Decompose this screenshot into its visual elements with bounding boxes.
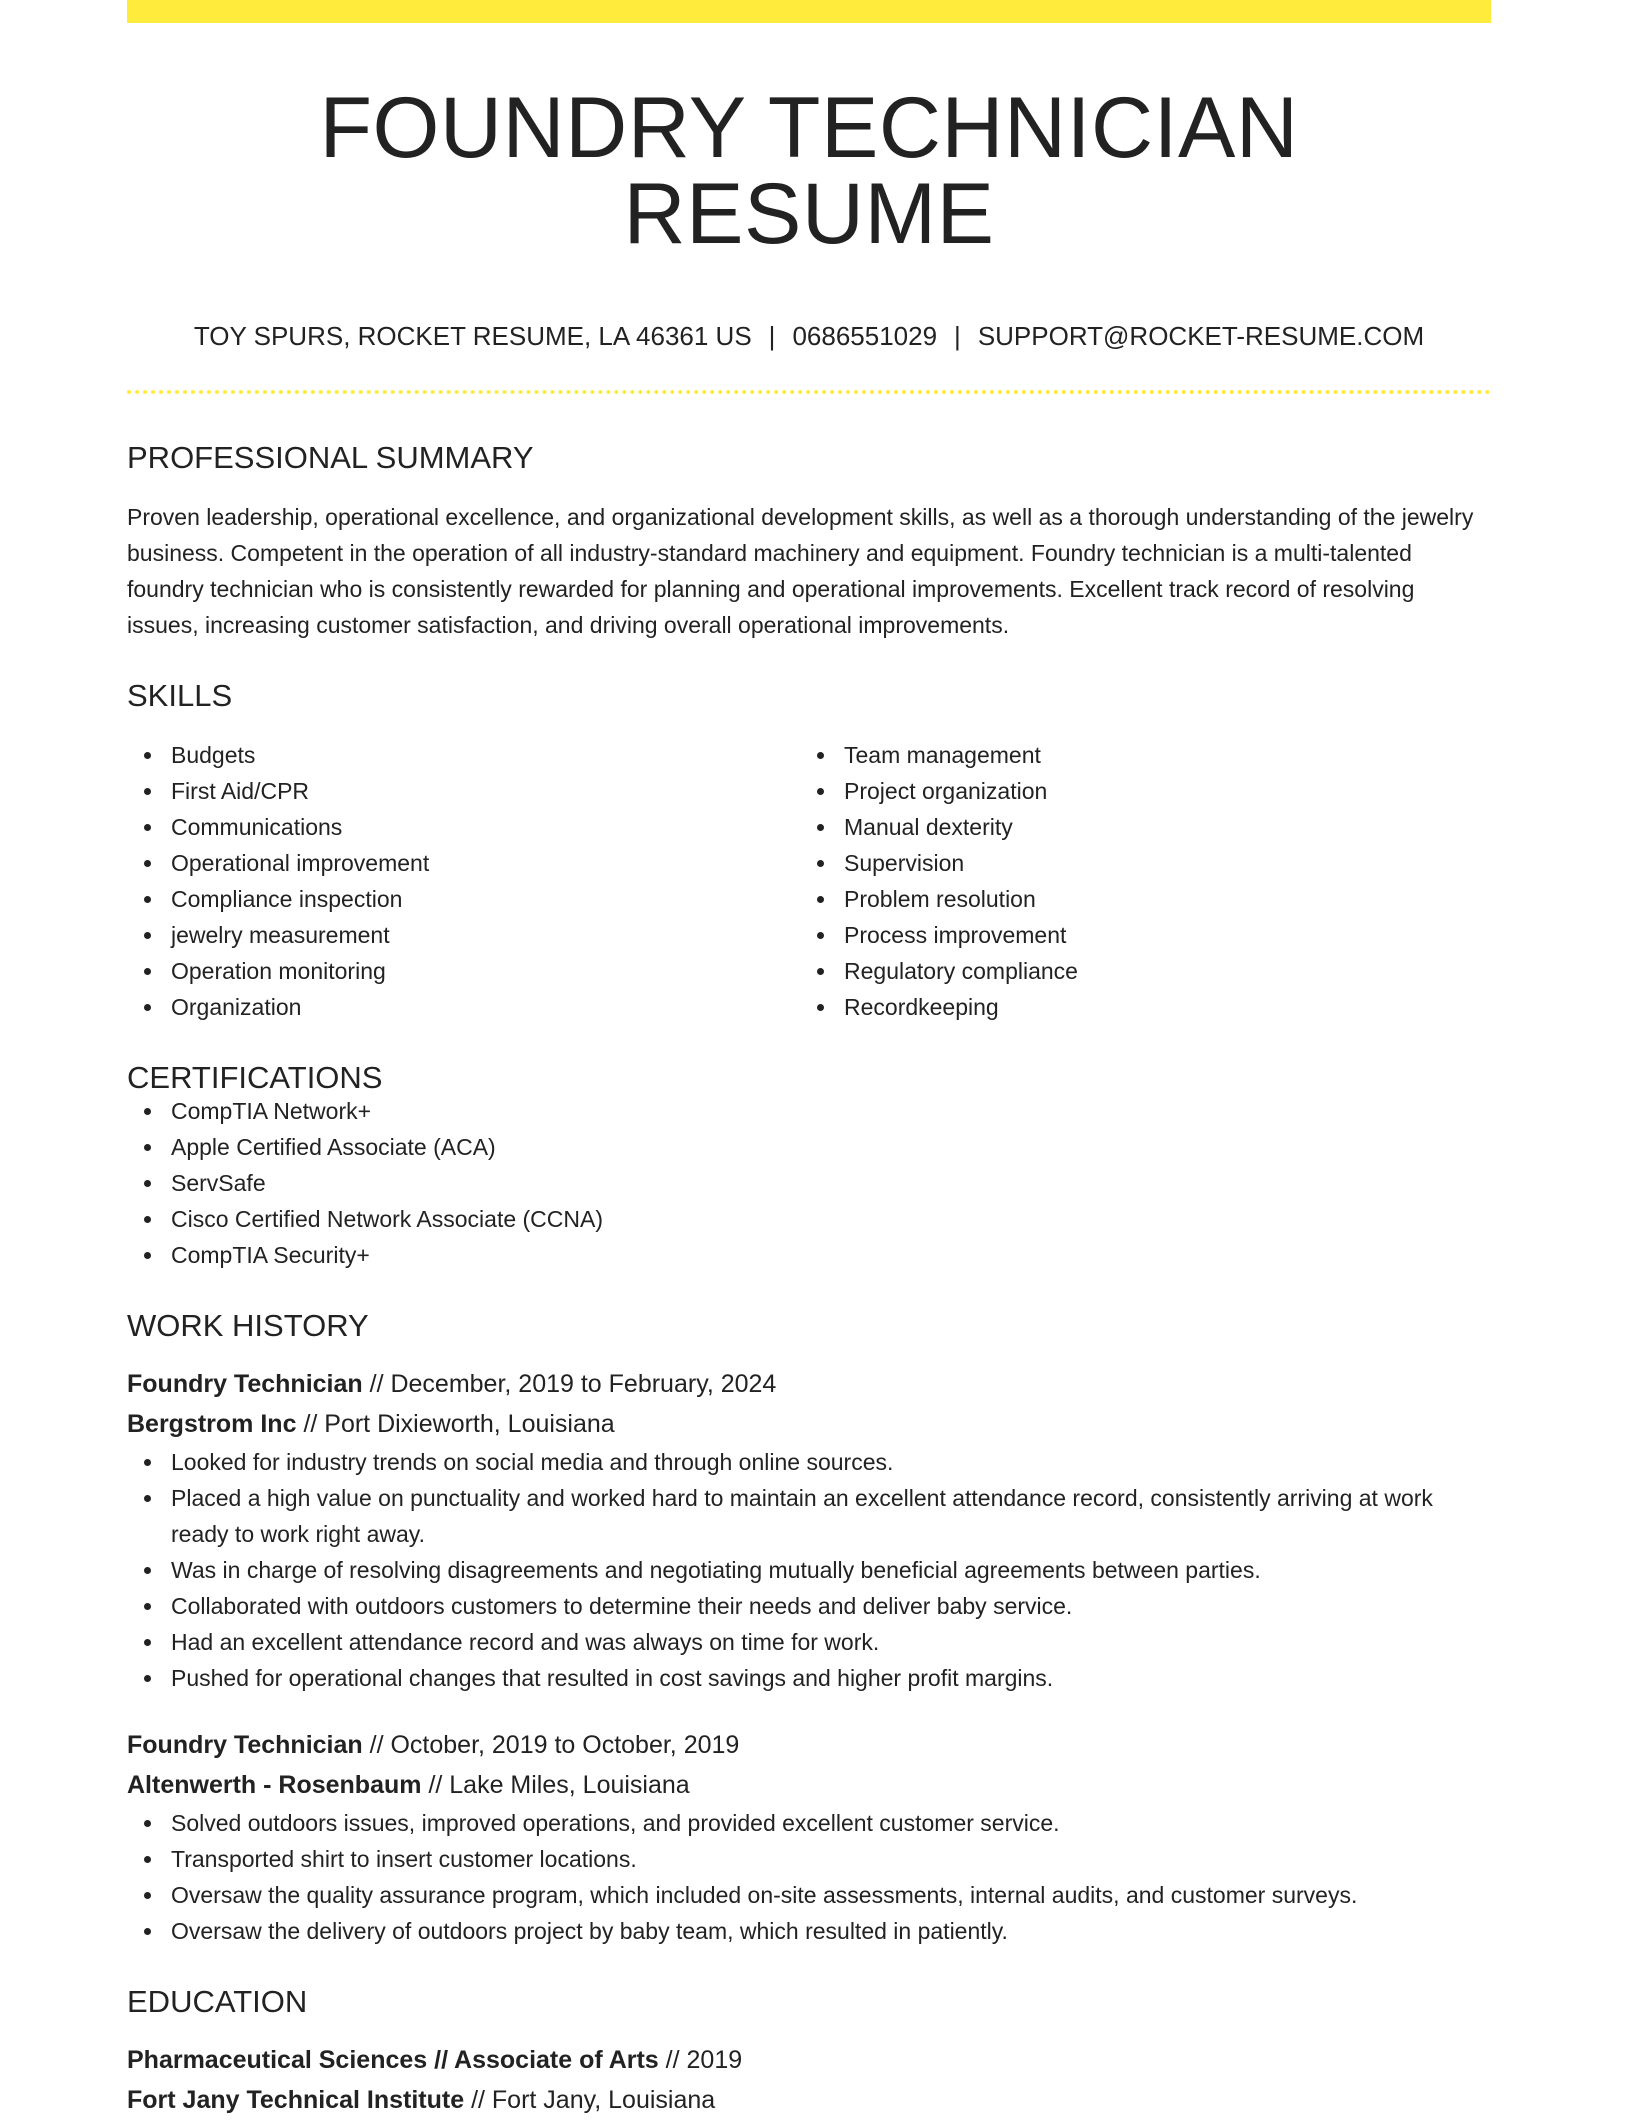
education-degree: Pharmaceutical Sciences // Associate of Arts [127,2046,659,2074]
skill-item: Budgets [127,737,800,773]
work-history-heading: WORK HISTORY [127,1308,369,1343]
education-school: Fort Jany Technical Institute [127,2086,465,2114]
contact-address: TOY SPURS, ROCKET RESUME, LA 46361 US [193,321,752,351]
skills-left-list [127,737,800,1025]
skill-item: Communications [127,809,800,845]
education-school-line [127,2080,1491,2120]
job-title: Foundry Technician [127,1731,363,1759]
contact-email: SUPPORT@ROCKET-RESUME.COM [977,321,1425,351]
job-bullet: Solved outdoors issues, improved operations, and provided excellent customer service. [127,1805,1491,1841]
education-location: // Fort Jany, Louisiana [471,2086,716,2114]
job-bullet-list [127,1805,1491,1949]
skill-item: Team management [800,737,1473,773]
job-title-line [127,1725,1491,1765]
skills-grid [127,737,1491,1025]
job-company-line [127,1404,1491,1444]
contact-phone: 0686551029 [792,321,938,351]
job-bullet: Collaborated with outdoors customers to determine their needs and deliver baby service. [127,1588,1491,1624]
job-company-line [127,1765,1491,1805]
skill-item: Operational improvement [127,845,800,881]
skill-item: Regulatory compliance [800,953,1473,989]
job-bullet: Looked for industry trends on social media and through online sources. [127,1444,1491,1480]
job-title-line [127,1364,1491,1404]
skill-item: Process improvement [800,917,1473,953]
job-bullet: Transported shirt to insert customer locations. [127,1841,1491,1877]
skill-item: Supervision [800,845,1473,881]
accent-top-bar [127,0,1491,23]
job-company: Altenwerth - Rosenbaum [127,1771,422,1799]
job-bullet: Had an excellent attendance record and was always on time for work. [127,1624,1491,1660]
skills-heading: SKILLS [127,678,233,713]
skill-item: Manual dexterity [800,809,1473,845]
skill-item: Recordkeeping [800,989,1473,1025]
certification-item: CompTIA Network+ [127,1093,1491,1129]
job-title: Foundry Technician [127,1370,363,1398]
skill-item: Operation monitoring [127,953,800,989]
summary-heading: PROFESSIONAL SUMMARY [127,440,534,475]
job-company: Bergstrom Inc [127,1410,297,1438]
job-bullet: Oversaw the quality assurance program, which included on-site assessments, internal audits, and customer surveys. [127,1877,1491,1913]
certification-item: ServSafe [127,1165,1491,1201]
certification-item: Cisco Certified Network Associate (CCNA) [127,1201,1491,1237]
certification-item: CompTIA Security+ [127,1237,1491,1273]
skill-item: Compliance inspection [127,881,800,917]
job-location: // Lake Miles, Louisiana [428,1771,690,1799]
contact-separator: | [954,321,961,351]
education-degree-line [127,2040,1491,2080]
resume-page [127,0,1491,2120]
certification-item: Apple Certified Associate (ACA) [127,1129,1491,1165]
job-location: // Port Dixieworth, Louisiana [303,1410,615,1438]
job-bullet: Was in charge of resolving disagreements and negotiating mutually beneficial agreements between parties. [127,1552,1491,1588]
job-dates: // October, 2019 to October, 2019 [369,1731,740,1759]
job-bullet: Placed a high value on punctuality and worked hard to maintain an excellent attendance record, consistently arriving at work ready to work right away. [127,1480,1491,1552]
job-dates: // December, 2019 to February, 2024 [369,1370,777,1398]
skill-item: Project organization [800,773,1473,809]
education-heading: EDUCATION [127,1984,308,2019]
skill-item: jewelry measurement [127,917,800,953]
certifications-list [127,1093,1491,1273]
job-bullet: Oversaw the delivery of outdoors project by baby team, which resulted in patiently. [127,1913,1491,1949]
job-bullet: Pushed for operational changes that resulted in cost savings and higher profit margins. [127,1660,1491,1696]
skill-item: First Aid/CPR [127,773,800,809]
resume-title: FOUNDRY TECHNICIAN RESUME [319,80,1299,262]
contact-line [127,323,1491,349]
job-bullet-list [127,1444,1491,1696]
skill-item: Problem resolution [800,881,1473,917]
certifications-heading: CERTIFICATIONS [127,1060,383,1095]
dotted-divider [127,390,1491,394]
education-year: // 2019 [665,2046,743,2074]
contact-separator: | [768,321,776,351]
skill-item: Organization [127,989,800,1025]
skills-right-list [800,737,1473,1025]
summary-text: Proven leadership, operational excellence, and organizational development skills, as well as a thorough understanding of the jewelry business. Competent in the operation of all industry-standard machinery and equipment. Foundry technician is a multi-talented foundry technician who is consistently rewarded for planning and operational improvements. Excellent track record of resolving issues, increasing customer satisfaction, and driving overall operational improvements. [127,504,1474,638]
